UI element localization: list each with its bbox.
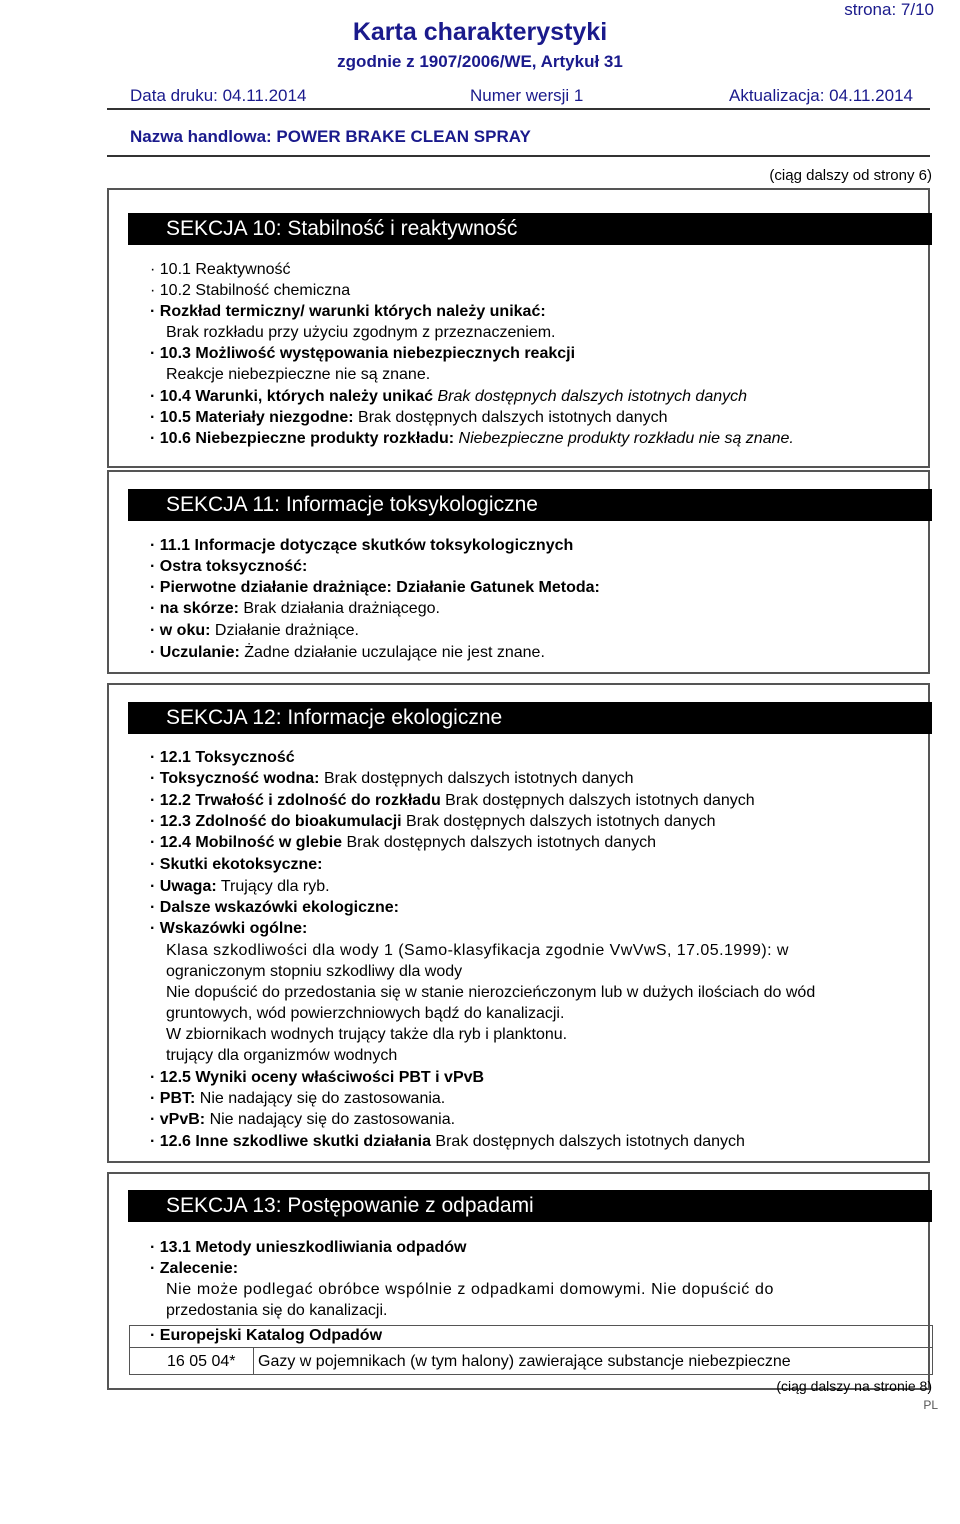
s11-line-5	[150, 620, 940, 641]
waste-code: 16 05 04*	[167, 1353, 236, 1370]
s12-line-19	[150, 1131, 940, 1152]
s13-line-3: Nie może podlegać obróbce wspólnie z odpadkami domowymi. Nie dopuścić do	[166, 1281, 774, 1298]
s11-line-6	[150, 642, 940, 663]
s10-line-2: · 10.2 Stabilność chemiczna	[150, 282, 351, 299]
s12-line-18-value: Nie nadający się do zastosowania.	[205, 1111, 456, 1128]
section-11-title: SEKCJA 11: Informacje toksykologiczne	[128, 489, 932, 521]
s12-line-11: ograniczonym stopniu szkodliwy dla wody	[166, 963, 463, 980]
page-number: strona: 7/10	[844, 0, 934, 19]
s12-line-4-value: Brak dostępnych dalszych istotnych danych	[401, 813, 716, 830]
s11-line-4-label: · na skórze:	[150, 600, 239, 617]
s12-line-5-label: · 12.4 Mobilność w glebie	[150, 834, 343, 851]
s12-line-5-value: Brak dostępnych dalszych istotnych danych	[342, 834, 656, 851]
s12-line-5	[150, 832, 940, 853]
continued-to: (ciąg dalszy na stronie 8)	[776, 1378, 932, 1394]
s12-line-16: · 12.5 Wyniki oceny właściwości PBT i vPvB	[150, 1069, 485, 1086]
continued-from: (ciąg dalszy od strony 6)	[769, 167, 932, 184]
waste-description: Gazy w pojemnikach (w tym halony) zawierające substancje niebezpieczne	[258, 1353, 791, 1370]
table-column-divider	[253, 1348, 254, 1374]
s12-line-18-label: · vPvB:	[150, 1111, 206, 1128]
s11-line-6-label: · Uczulanie:	[150, 644, 240, 661]
s12-line-1: · 12.1 Toksyczność	[150, 749, 295, 766]
s12-line-15: trujący dla organizmów wodnych	[166, 1047, 398, 1064]
section-13-title: SEKCJA 13: Postępowanie z odpadami	[128, 1190, 932, 1222]
s12-line-2-label: · Toksyczność wodna:	[150, 770, 320, 787]
s10-line-9	[150, 428, 940, 449]
s12-line-7-value: Trujący dla ryb.	[216, 878, 330, 895]
s10-line-4: Brak rozkładu przy użyciu zgodnym z przeznaczeniem.	[166, 324, 556, 341]
s10-line-9-label: · 10.6 Niebezpieczne produkty rozkładu:	[150, 430, 455, 447]
print-date: Data druku: 04.11.2014	[130, 86, 307, 105]
s11-line-2: · Ostra toksyczność:	[150, 558, 308, 575]
s13-line-4: przedostania się do kanalizacji.	[166, 1302, 388, 1319]
s12-line-2-value: Brak dostępnych dalszych istotnych danych	[319, 770, 634, 787]
s10-line-8-value: Brak dostępnych dalszych istotnych danych	[353, 409, 668, 426]
s10-line-3: · Rozkład termiczny/ warunki których należy unikać:	[150, 303, 546, 320]
s12-line-7	[150, 876, 940, 897]
s10-line-6: Reakcje niebezpieczne nie są znane.	[166, 366, 431, 383]
s11-line-3: · Pierwotne działanie drażniące: Działanie Gatunek Metoda:	[150, 579, 600, 596]
trade-name: Nazwa handlowa: POWER BRAKE CLEAN SPRAY	[130, 127, 531, 146]
s11-line-5-label: · w oku:	[150, 622, 211, 639]
s12-line-7-label: · Uwaga:	[150, 878, 217, 895]
waste-catalog-table	[129, 1325, 933, 1375]
language-code: PL	[923, 1398, 938, 1412]
version-number: Numer wersji 1	[470, 86, 584, 105]
s13-line-1: · 13.1 Metody unieszkodliwiania odpadów	[150, 1239, 467, 1256]
s12-line-4-label: · 12.3 Zdolność do bioakumulacji	[150, 813, 402, 830]
s12-line-3-label: · 12.2 Trwałość i zdolność do rozkładu	[150, 792, 441, 809]
s11-line-4	[150, 598, 940, 619]
header-divider-bottom	[107, 155, 930, 157]
header-divider	[107, 108, 930, 110]
s12-line-14: W zbiornikach wodnych trujący także dla ryb i planktonu.	[166, 1026, 568, 1043]
s10-line-8-label: · 10.5 Materiały niezgodne:	[150, 409, 354, 426]
s13-line-2: · Zalecenie:	[150, 1260, 239, 1277]
s11-line-4-value: Brak działania drażniącego.	[238, 600, 440, 617]
s12-line-8: · Dalsze wskazówki ekologiczne:	[150, 899, 399, 916]
s12-line-2	[150, 768, 940, 789]
s12-line-19-value: Brak dostępnych dalszych istotnych danych	[430, 1133, 745, 1150]
waste-catalog-title: · Europejski Katalog Odpadów	[150, 1327, 383, 1344]
table-divider	[130, 1347, 932, 1348]
s10-line-9-value: Niebezpieczne produkty rozkładu nie są znane.	[454, 430, 794, 447]
document-subtitle: zgodnie z 1907/2006/WE, Artykuł 31	[337, 52, 623, 71]
s12-line-17	[150, 1088, 940, 1109]
update-date: Aktualizacja: 04.11.2014	[729, 86, 913, 105]
section-12-title: SEKCJA 12: Informacje ekologiczne	[128, 702, 932, 734]
s12-line-6: · Skutki ekotoksyczne:	[150, 856, 323, 873]
s12-line-13: gruntowych, wód powierzchniowych bądź do kanalizacji.	[166, 1005, 565, 1022]
s12-line-10: Klasa szkodliwości dla wody 1 (Samo-klasyfikacja zgodnie VwVwS, 17.05.1999): w	[166, 942, 789, 959]
s10-line-7-value: Brak dostępnych dalszych istotnych danych	[433, 388, 748, 405]
s10-line-5: · 10.3 Możliwość występowania niebezpiecznych reakcji	[150, 345, 576, 362]
s12-line-4	[150, 811, 940, 832]
s12-line-17-value: Nie nadający się do zastosowania.	[195, 1090, 446, 1107]
s12-line-9: · Wskazówki ogólne:	[150, 920, 308, 937]
s11-line-6-value: Żadne działanie uczulające nie jest znane.	[239, 644, 545, 661]
s12-line-12: Nie dopuścić do przedostania się w stanie nierozcieńczonym lub w dużych ilościach do wód	[166, 984, 816, 1001]
s12-line-3-value: Brak dostępnych dalszych istotnych danych	[440, 792, 755, 809]
s10-line-7-label: · 10.4 Warunki, których należy unikać	[150, 388, 434, 405]
s10-line-8	[150, 407, 940, 428]
section-10-title: SEKCJA 10: Stabilność i reaktywność	[128, 213, 932, 245]
s10-line-1: · 10.1 Reaktywność	[150, 261, 291, 278]
s10-line-7	[150, 386, 940, 407]
s12-line-18	[150, 1109, 940, 1130]
document-title: Karta charakterystyki	[352, 18, 608, 46]
s11-line-1: · 11.1 Informacje dotyczące skutków toksykologicznych	[150, 537, 574, 554]
s12-line-19-label: · 12.6 Inne szkodliwe skutki działania	[150, 1133, 431, 1150]
s11-line-5-value: Działanie drażniące.	[210, 622, 359, 639]
s12-line-17-label: · PBT:	[150, 1090, 196, 1107]
s12-line-3	[150, 790, 940, 811]
